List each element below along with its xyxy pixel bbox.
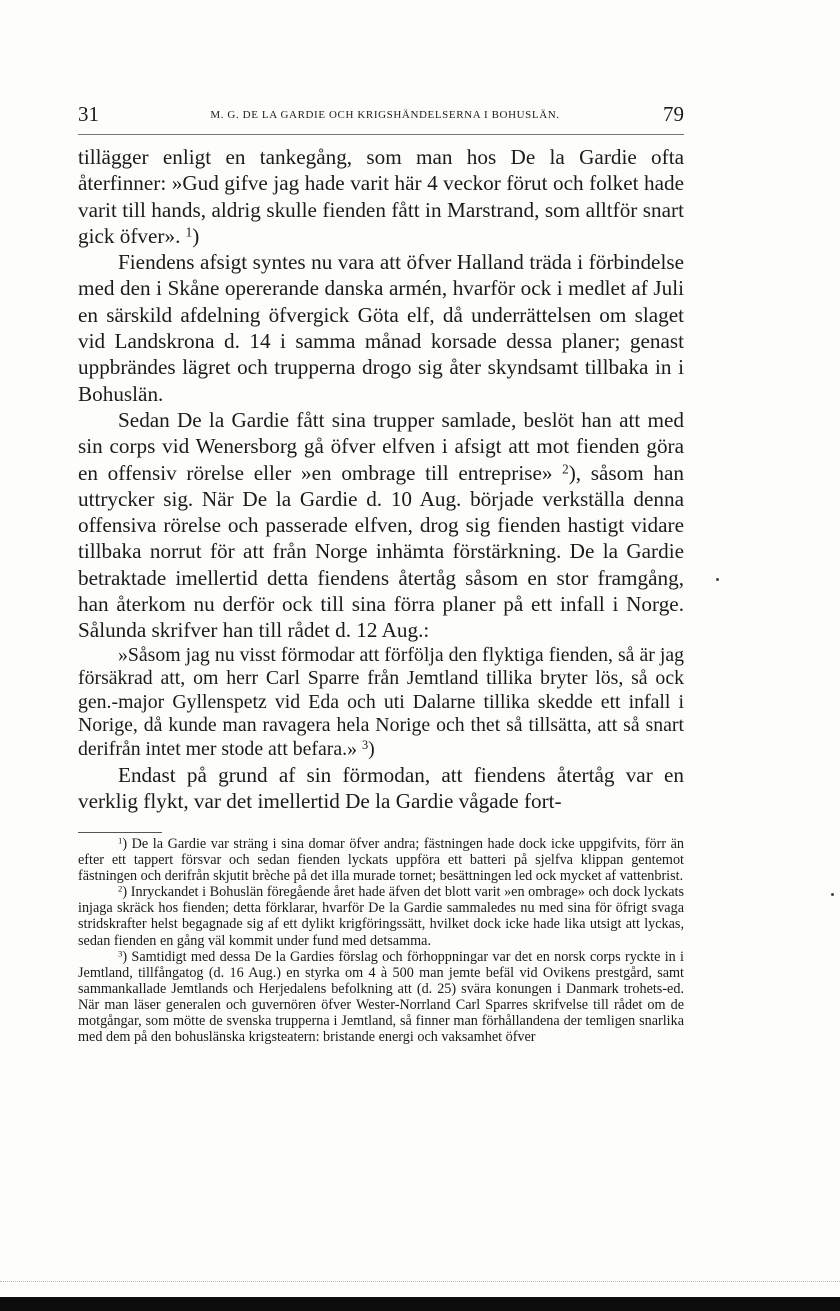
- running-title: M. G. DE LA GARDIE OCH KRIGSHÄNDELSERNA I BOHUSLÄN.: [210, 109, 560, 121]
- footnote: $^3$) Samtidigt med dessa De la Gardies förslag och förhoppningar var det en norsk corps ryckte in i Jemtland, tillfångatog (d. 16 Aug.) en styrka om 4 à 500 man jemte befäl vid Ovikens prestgård, samt sammankallade Jemtlands och Herjedalens befolkning att (d. 25) svära konungen i Danmark trohets-ed. När man läser generalen och guvernören öfver Wester-Norrland Carl Sparres skrifvelse till rådet om de motgångar, som mötte de svenska trupperna i Jemtland, så finner man förhållandena der temligen snarlika med dem på den bohuslänska krigsteatern: bristande energi och vaksamhet öfver: [78, 948, 684, 1046]
- paragraph: Fiendens afsigt syntes nu vara att öfver Halland träda i förbindelse med den i Skåne opererande danska armén, hvarför ock i medlet af Juli en särskild afdelning öfvergick Göta elf, då underrättelsen om slaget vid Landskrona d. 14 i samma månad korsade dessa planer; genast uppbrändes lägret och trupperna drogo sig åter skyndsamt tillbaka in i Bohuslän.: [78, 250, 684, 406]
- footnote: $^1$) De la Gardie var sträng i sina domar öfver andra; fästningen hade dock icke uppgifvits, förr än efter ett tappert försvar och sedan fienden lyckats uppföra ett batteri på sjelfva klippan gentemot fästningen och derifrån skjutit brèche på det illa murade tornet; besättningen led ock mycket af vattenbrist.: [78, 835, 684, 885]
- page-number-right: 79: [663, 102, 684, 126]
- footnote-ref: 3: [361, 737, 369, 752]
- paragraph: Sedan De la Gardie fått sina trupper samlade, beslöt han att med sin corps vid Wenersborg gå öfver elfven i afsigt att mot fienden göra en offensiv rörelse eller »en ombrage till entreprise» $^2$), såsom han uttrycker sig. När De la Gardie d. 10 Aug. började verkställa denna offensiva rörelse och passerade elfven, drog sig fienden hastigt vidare tillbaka norrut för att från Norge inhämta förstärkning. De la Gardie betraktade imellertid detta fiendens återtåg såsom en stor framgång, han återkom nu derför ock till sina förra planer på ett infall i Norge. Sålunda skrifver han till rådet d. 12 Aug.:: [78, 407, 684, 643]
- footnotes: [78, 836, 684, 1045]
- footnote-separator: [78, 832, 162, 833]
- scan-edge-bar: [0, 1297, 840, 1311]
- footnote-ref: 2: [562, 461, 569, 476]
- paragraph: tillägger enligt en tankegång, som man hos De la Gardie ofta återfinner: »Gud gifve jag hade varit här 4 veckor förut och folket hade varit till hands, aldrig skulle fienden fått in Marstrand, som alltför snart gick öfver». $^1$): [78, 145, 684, 248]
- footnote: $^2$) Inryckandet i Bohuslän föregående året hade äfven det blott varit »en ombrage» och dock lyckats injaga skräck hos fienden; detta förklarar, hvarför De la Gardie sammaledes nu med sina för öfrigt svaga stridskrafter helst begagnade sig af ett dylikt krigföringssätt, hvilket dock icke hade lika utsigt att lyckas, sedan fienden en gång väl kommit under fund med detsamma.: [78, 883, 684, 949]
- scan-speck: [831, 893, 834, 896]
- paragraph: Endast på grund af sin förmodan, att fiendens återtåg var en verklig flykt, var det imellertid De la Gardie vågade fort-: [78, 762, 684, 813]
- scan-edge-dots: [0, 1281, 840, 1283]
- block-quote: »Såsom jag nu visst förmodar att förfölja den flyktiga fienden, så är jag försäkrad att, om herr Carl Sparre från Jemtland tillika bryter lös, så ock gen.-major Gyllenspetz vid Eda och uti Dalarne tillika skedde ett infall i Norige, då kunde man ravagera hela Norige och thet så tillsätta, att så snart derifrån intet mer stode att befara.» $^3$): [78, 643, 684, 761]
- footnote-ref: 1: [185, 224, 193, 240]
- page-number-left: 31: [78, 102, 99, 126]
- main-text: [78, 144, 684, 814]
- page-header: [78, 100, 684, 135]
- scan-speck: [716, 578, 719, 581]
